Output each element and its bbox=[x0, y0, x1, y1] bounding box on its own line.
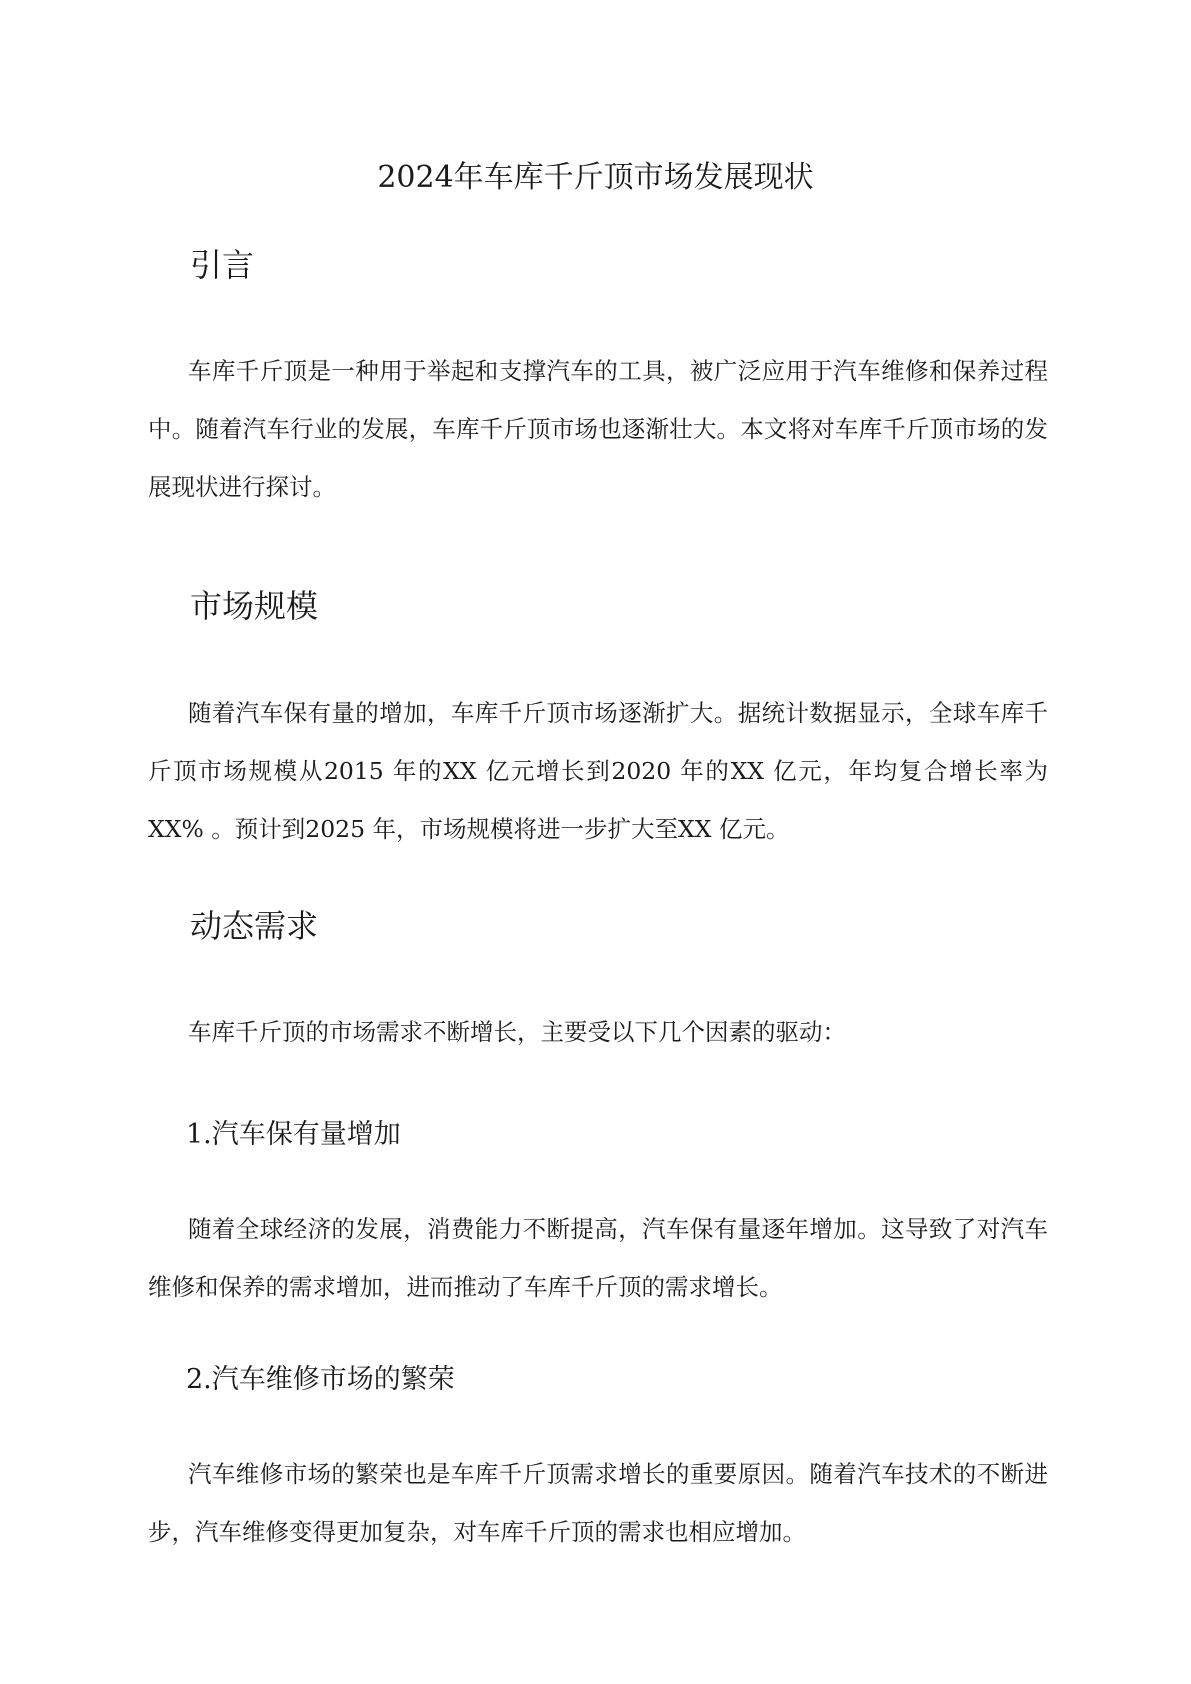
section-heading-demand: 动态需求 bbox=[190, 907, 319, 945]
section-paragraph-market-size: 随着汽车保有量的增加，车库千斤顶市场逐渐扩大。据统计数据显示，全球车库千斤顶市场规模从2015 年的XX 亿元增长到2020 年的XX 亿元，年均复合增长率为XX% 。预计到2025 年，市场规模将进一步扩大至XX 亿元。 bbox=[148, 699, 1048, 843]
section-heading-market-size: 市场规模 bbox=[190, 587, 319, 625]
subsection-heading-car-ownership: 1.汽车保有量增加 bbox=[186, 1119, 401, 1150]
subsection-paragraph-car-ownership: 随着全球经济的发展，消费能力不断提高，汽车保有量逐年增加。这导致了对汽车维修和保养的需求增加，进而推动了车库千斤顶的需求增长。 bbox=[148, 1215, 1048, 1301]
subsection-heading-repair-market: 2.汽车维修市场的繁荣 bbox=[186, 1364, 455, 1395]
subsection-paragraph-repair-market: 汽车维修市场的繁荣也是车库千斤顶需求增长的重要原因。随着汽车技术的不断进步，汽车维修变得更加复杂，对车库千斤顶的需求也相应增加。 bbox=[148, 1460, 1048, 1546]
section-heading-intro: 引言 bbox=[190, 246, 255, 284]
document-title: 2024年车库千斤顶市场发展现状 bbox=[377, 160, 814, 195]
section-paragraph-intro: 车库千斤顶是一种用于举起和支撑汽车的工具，被广泛应用于汽车维修和保养过程中。随着汽车行业的发展，车库千斤顶市场也逐渐壮大。本文将对车库千斤顶市场的发展现状进行探讨。 bbox=[148, 357, 1048, 501]
section-paragraph-demand: 车库千斤顶的市场需求不断增长，主要受以下几个因素的驱动： bbox=[188, 1018, 846, 1046]
